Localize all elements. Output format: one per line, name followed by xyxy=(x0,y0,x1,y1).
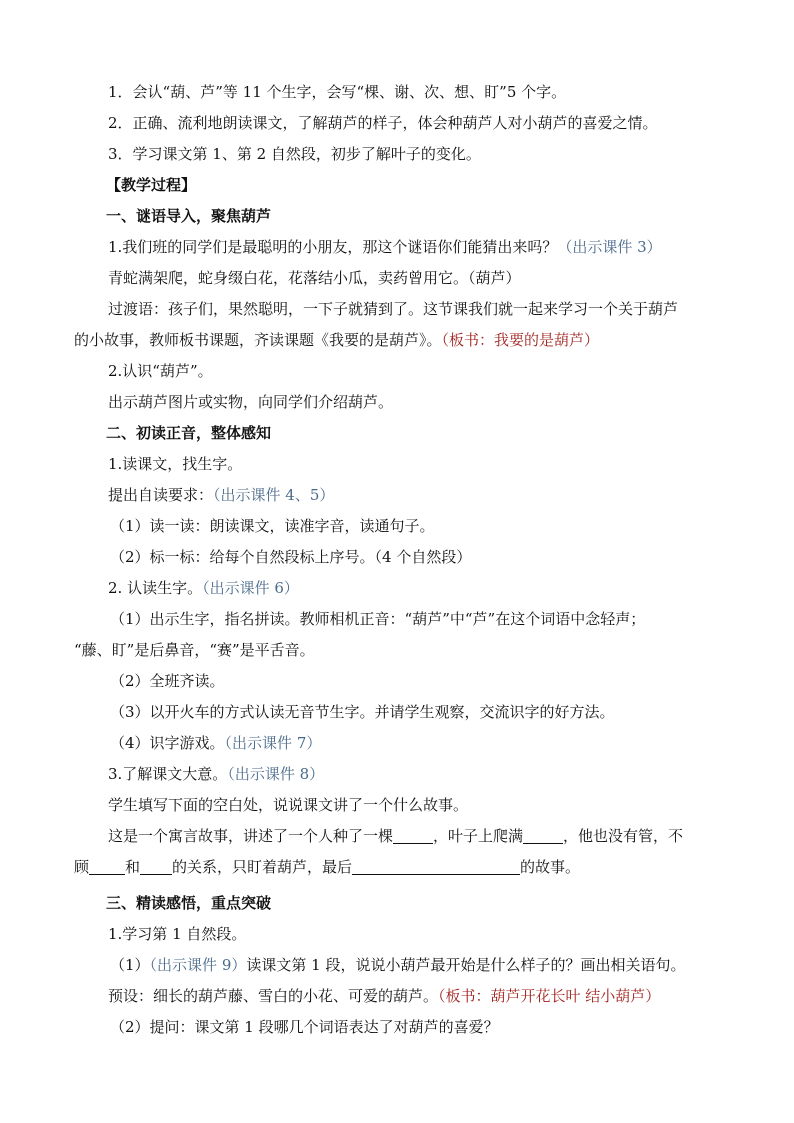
fill-blank[interactable] xyxy=(393,827,433,844)
requirement-text: 提出自读要求： xyxy=(108,486,214,504)
riddle-text: 青蛇满架爬，蛇身缀白花，花落结小瓜，卖药曾用它。（葫芦） xyxy=(108,269,521,287)
transition-line-1: 过渡语：孩子们，果然聪明，一下子就猜到了。这节课我们就一起来学习一个关于葫芦 xyxy=(108,300,679,318)
story-text: ，他也没有管，不 xyxy=(563,827,684,845)
transition-text: 的小故事，教师板书课题，齐读课题《我要的是葫芦》。 xyxy=(74,331,442,349)
preset-answer xyxy=(0,984,794,1008)
story-text: 顾 xyxy=(74,858,90,876)
step-text: 1.我们班的同学们是最聪明的小朋友，那这个谜语你们能猜出来吗？ xyxy=(108,238,558,256)
objective-3: 3．学习课文第 1、第 2 自然段，初步了解叶子的变化。 xyxy=(108,145,481,163)
question-2: （2）提问：课文第 1 段哪几个词语表达了对葫芦的喜爱？ xyxy=(110,1018,499,1036)
step-text: 3.了解课文大意。 xyxy=(108,765,228,783)
section-1-step-2-body: 出示葫芦图片或实物，向同学们介绍葫芦。 xyxy=(108,393,394,411)
section-2-step-1: 1.读课文，找生字。 xyxy=(108,455,243,473)
fill-blank[interactable] xyxy=(523,827,563,844)
courseware-note: （出示课件 3） xyxy=(557,238,662,256)
story-text: 的关系，只盯着葫芦，最后 xyxy=(172,858,353,876)
step-text: 2. 认读生字。 xyxy=(108,579,203,597)
self-reading-requirement xyxy=(0,483,794,507)
blackboard-note: （板书：葫芦开花长叶 结小葫芦） xyxy=(438,987,661,1005)
courseware-note: （出示课件 8） xyxy=(227,765,325,783)
activity-item-1-cont: “藤、盯”是后鼻音，“赛”是平舌音。 xyxy=(74,641,315,659)
requirement-item-2: （2）标一标：给每个自然段标上序号。（4 个自然段） xyxy=(110,548,472,566)
requirement-item-1: （1）读一读：朗读课文，读准字音，读通句子。 xyxy=(110,517,435,535)
story-text: ，叶子上爬满 xyxy=(433,827,524,845)
question-number: （1） xyxy=(110,956,150,974)
transition-line-2 xyxy=(0,328,794,352)
fill-blank[interactable] xyxy=(89,858,125,875)
section-3-heading: 三、精读感悟，重点突破 xyxy=(106,894,272,912)
section-1-heading: 一、谜语导入，聚焦葫芦 xyxy=(106,207,272,225)
section-2-step-2 xyxy=(0,576,794,600)
activity-text: （4）识字游戏。 xyxy=(110,734,225,752)
blackboard-note: （板书：我要的是葫芦） xyxy=(441,331,600,349)
story-text: 的故事。 xyxy=(520,858,581,876)
section-3-step-1: 1.学习第 1 自然段。 xyxy=(108,925,247,943)
objective-2: 2．正确、流利地朗读课文，了解葫芦的样子，体会种葫芦人对小葫芦的喜爱之情。 xyxy=(108,114,658,132)
section-2-heading: 二、初读正音，整体感知 xyxy=(106,424,272,442)
question-1 xyxy=(0,953,794,977)
section-1-step-2: 2.认识“葫芦”。 xyxy=(108,362,213,380)
fill-blank[interactable] xyxy=(140,858,172,875)
courseware-note: （出示课件 4、5） xyxy=(213,486,335,504)
fill-blank[interactable] xyxy=(352,858,520,875)
courseware-note: （出示课件 7） xyxy=(224,734,322,752)
activity-item-2: （2）全班齐读。 xyxy=(110,672,225,690)
section-1-step-1 xyxy=(0,235,794,259)
process-heading: 【教学过程】 xyxy=(106,176,197,194)
preset-text: 预设：细长的葫芦藤、雪白的小花、可爱的葫芦。 xyxy=(108,987,439,1005)
story-text: 这是一个寓言故事，讲述了一个人种了一棵 xyxy=(108,827,394,845)
fill-instruction: 学生填写下面的空白处，说说课文讲了一个什么故事。 xyxy=(108,796,469,814)
objective-1: 1．会认“葫、芦”等 11 个生字，会写“棵、谢、次、想、盯”5 个字。 xyxy=(108,83,567,101)
story-text: 和 xyxy=(125,858,141,876)
story-fill-line-2 xyxy=(0,855,794,879)
courseware-note: （出示课件 9） xyxy=(149,956,247,974)
story-fill-line-1 xyxy=(0,824,794,848)
courseware-note: （出示课件 6） xyxy=(202,579,299,597)
activity-item-3: （3）以开火车的方式认读无音节生字。并请学生观察，交流识字的好方法。 xyxy=(110,703,615,721)
activity-item-4 xyxy=(0,731,794,755)
question-text: 读课文第 1 段，说说小葫芦最开始是什么样子的？画出相关语句。 xyxy=(246,956,686,974)
activity-item-1: （1）出示生字，指名拼读。教师相机正音：“葫芦”中“芦”在这个词语中念轻声； xyxy=(110,610,646,628)
section-2-step-3 xyxy=(0,762,794,786)
